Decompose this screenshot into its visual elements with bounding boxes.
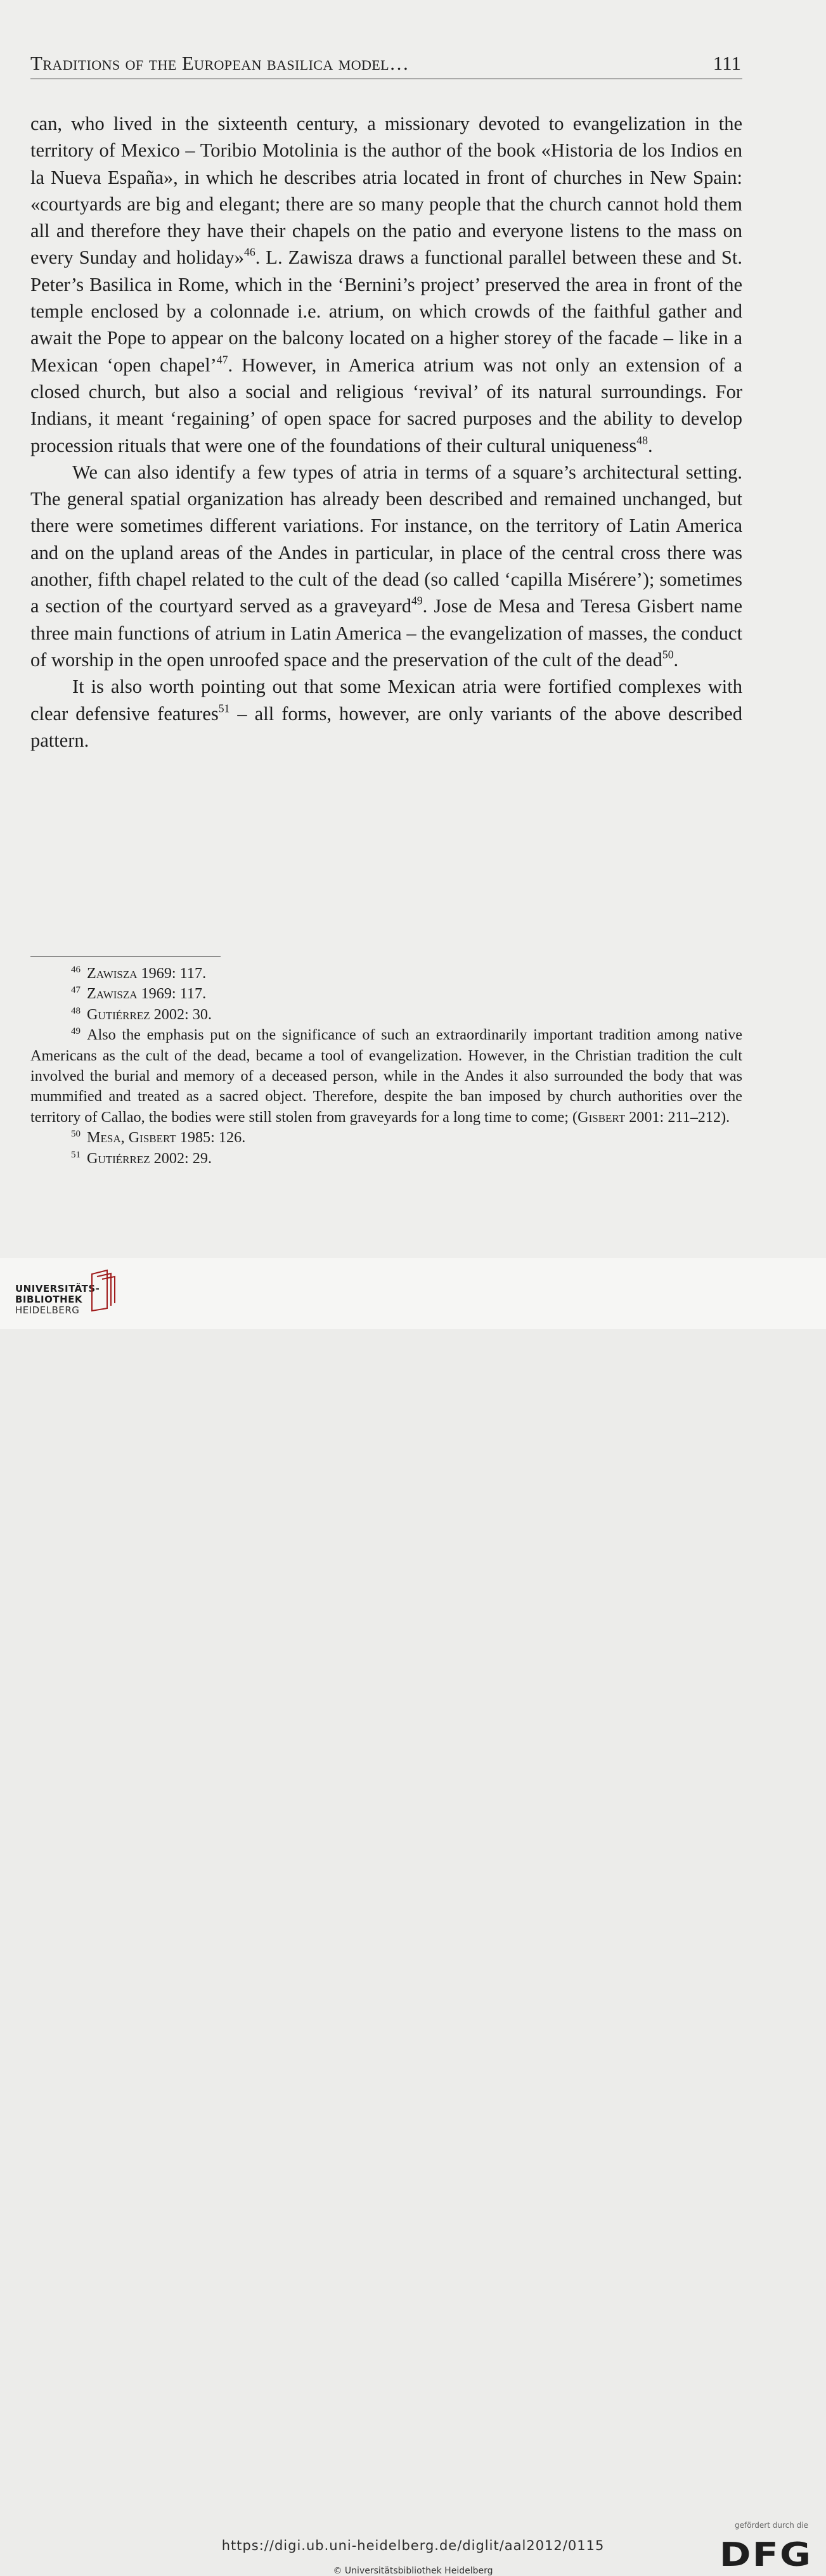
- footnote-46: $^{46}$ Zawisza 1969: 117.: [71, 965, 207, 982]
- body-text: [30, 110, 742, 754]
- footnote-51: $^{51}$ Gutiérrez 2002: 29.: [71, 1149, 212, 1167]
- footnote-ref-50[interactable]: 50: [662, 648, 674, 661]
- footnote-ref-49[interactable]: 49: [411, 594, 423, 607]
- footnote-48: $^{48}$ Gutiérrez 2002: 30.: [71, 1005, 212, 1023]
- funding-note: gefördert durch die: [735, 2521, 808, 2530]
- library-logo[interactable]: UNIVERSITÄTS- BIBLIOTHEK HEIDELBERG: [15, 1283, 100, 1316]
- running-header: [30, 48, 742, 79]
- footnote-ref-46[interactable]: 46: [244, 245, 255, 259]
- copyright-notice: © Universitätsbibliothek Heidelberg: [333, 2566, 493, 2576]
- paragraph-3: It is also worth pointing out that some Mexican atria were fortified complexes with clear defensive features$^{51}$ – all forms, however, are only variants of the above described pattern.: [30, 676, 742, 751]
- permalink-url[interactable]: https://digi.ub.uni-heidelberg.de/diglit/aal2012/0115: [221, 2538, 605, 2553]
- footnotes: [30, 963, 742, 1169]
- page-number: 111: [713, 52, 741, 74]
- footnote-ref-47[interactable]: 47: [216, 352, 228, 366]
- library-emblem-icon: [89, 1268, 119, 1312]
- paragraph-2: We can also identify a few types of atria in terms of a square’s architectural setting. The general spatial organization has already been described and remained unchanged, but there were sometimes different variations. For instance, on the territory of Latin America and on the upland areas of the Andes in particular, in place of the central cross there was another, fifth chapel related to the cult of the dead (so called ‘capilla Misérere’); sometimes a section of the courtyard served as a graveyard$^{49}$. Jose de Mesa and Teresa Gisbert name three main functions of atrium in Latin America – the evangelization of masses, the conduct of worship in the open unroofed space and the preservation of the cult of the dead$^{50}$.: [30, 461, 742, 671]
- dfg-logo[interactable]: DFG: [719, 2536, 812, 2574]
- footnote-47: $^{47}$ Zawisza 1969: 117.: [71, 985, 207, 1003]
- footnote-ref-51[interactable]: 51: [218, 701, 230, 714]
- footnote-49: $^{49}$ Also the emphasis put on the significance of such an extraordinarily important tradition among native Americans as the cult of the dead, became a tool of evangelization. However, in the Christian tradition the cult involved the burial and memory of a deceased person, while in the Andes it also surrounded the body that was mummified and treated as a sacred object. Therefore, despite the ban imposed by church authorities over the territory of Callao, the bodies were still stolen from graveyards for a long time to come; (Gisbert 2001: 211–212).: [30, 1026, 742, 1126]
- paragraph-1: can, who lived in the sixteenth century, a missionary devoted to evangelization in the territory of Mexico – Toribio Motolinia is the author of the book «Historia de los Indios en la Nueva España», in which he describes atria located in front of churches in New Spain: «courtyards are big and elegant; there are so many people that the church cannot hold them all and therefore they have their chapels on the patio and everyone listens to the mass on every Sunday and holiday»$^{46}$. L. Zawisza draws a functional parallel between these and St. Peter’s Basilica in Rome, which in the ‘Bernini’s project’ preserved the area in front of the temple enclosed by a colonnade i.e. atrium, on which crowds of the faithful gather and await the Pope to appear on the balcony located on a higher storey of the facade – like in a Mexican ‘open chapel’$^{47}$. However, in America atrium was not only an extension of a closed church, but also a social and religious ‘revival’ of its natural surroundings. For Indians, it meant ‘regaining’ of open space for sacred purposes and the ability to develop procession rituals that were one of the foundations of their cultural uniqueness$^{48}$.: [30, 113, 742, 456]
- viewer-footer: [0, 1258, 826, 2576]
- footnote-50: $^{50}$ Mesa, Gisbert 1985: 126.: [71, 1129, 246, 1147]
- footnote-ref-48[interactable]: 48: [636, 433, 648, 446]
- document-page: [0, 0, 826, 1258]
- running-title: Traditions of the European basilica model…: [30, 52, 410, 74]
